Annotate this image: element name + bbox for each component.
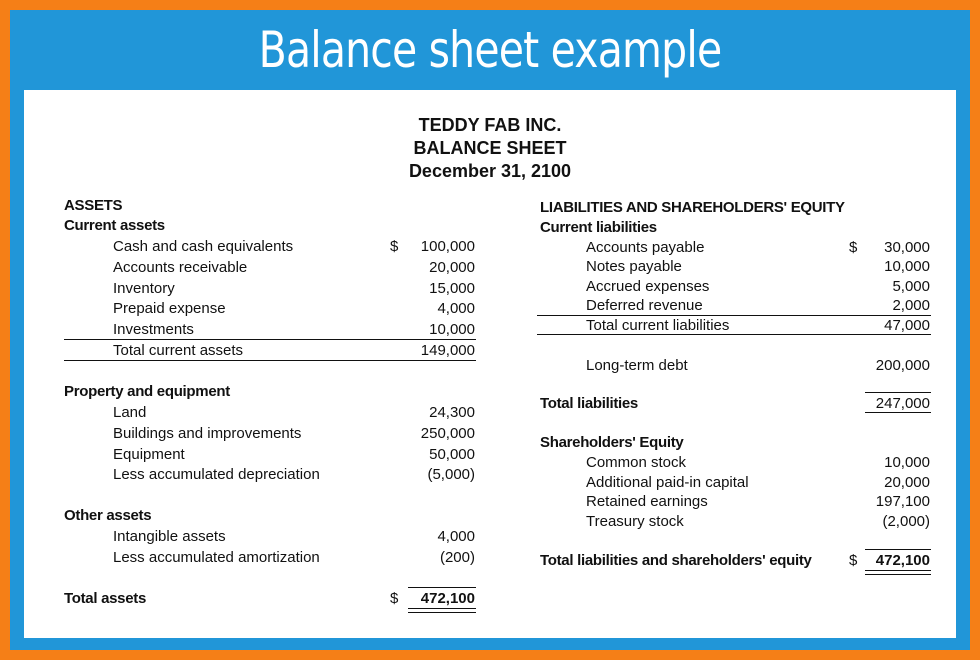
liability-label: Accounts payable [586, 239, 705, 256]
subtotal-rule [537, 334, 931, 335]
total-current-assets-value: 149,000 [420, 342, 475, 359]
double-underline [408, 608, 476, 613]
asset-label: Buildings and improvements [113, 425, 302, 442]
company-name: TEDDY FAB INC. [418, 115, 562, 135]
total-assets-value: 472,100 [420, 590, 475, 607]
grand-total-label: Total liabilities and shareholders' equity [540, 552, 812, 569]
subtotal-rule [537, 315, 931, 316]
total-current-assets-label: Total current assets [113, 342, 244, 359]
equity-value: 10,000 [884, 454, 930, 471]
asset-value: 10,000 [429, 321, 475, 338]
statement-title: BALANCE SHEET [413, 138, 567, 158]
current-assets-heading: Current assets [64, 217, 165, 234]
liabilities-heading: LIABILITIES AND SHAREHOLDERS' EQUITY [540, 199, 845, 216]
asset-value: (200) [439, 549, 475, 566]
asset-label: Cash and cash equivalents [113, 238, 294, 255]
property-heading: Property and equipment [64, 383, 230, 400]
total-rule [865, 412, 931, 413]
statement-date: December 31, 2100 [408, 161, 572, 181]
assets-heading: ASSETS [64, 197, 123, 214]
asset-label: Accounts receivable [113, 259, 248, 276]
asset-label: Less accumulated amortization [113, 549, 320, 566]
asset-value: 4,000 [437, 300, 475, 317]
asset-label: Less accumulated depreciation [113, 466, 320, 483]
double-underline [865, 570, 931, 575]
equity-label: Treasury stock [586, 513, 684, 530]
asset-label: Investments [113, 321, 194, 338]
equity-label: Additional paid-in capital [586, 474, 749, 491]
liability-value: 30,000 [884, 239, 930, 256]
subtotal-rule [64, 360, 476, 361]
liability-label: Deferred revenue [586, 297, 703, 314]
subtotal-rule [64, 339, 476, 340]
asset-label: Intangible assets [113, 528, 226, 545]
total-liabilities-value: 247,000 [875, 395, 930, 412]
liability-value: 5,000 [892, 278, 930, 295]
long-term-debt-label: Long-term debt [586, 357, 688, 374]
equity-label: Common stock [586, 454, 687, 471]
total-current-liabilities-value: 47,000 [884, 317, 930, 334]
currency-symbol: $ [849, 239, 858, 256]
currency-symbol: $ [849, 552, 858, 569]
total-rule [865, 392, 931, 393]
asset-value: 50,000 [429, 446, 475, 463]
currency-symbol: $ [390, 590, 399, 607]
equity-label: Retained earnings [586, 493, 708, 510]
asset-label: Equipment [113, 446, 185, 463]
other-assets-heading: Other assets [64, 507, 152, 524]
total-liabilities-label: Total liabilities [540, 395, 638, 412]
asset-value: (5,000) [427, 466, 475, 483]
asset-value: 250,000 [420, 425, 475, 442]
long-term-debt-value: 200,000 [875, 357, 930, 374]
asset-label: Prepaid expense [113, 300, 226, 317]
liability-label: Notes payable [586, 258, 682, 275]
liability-value: 2,000 [892, 297, 930, 314]
equity-value: 20,000 [884, 474, 930, 491]
banner-frame [10, 10, 970, 650]
current-liabilities-heading: Current liabilities [540, 219, 657, 236]
equity-heading: Shareholders' Equity [540, 434, 684, 451]
asset-value: 100,000 [420, 238, 475, 255]
asset-label: Inventory [113, 280, 175, 297]
banner-title: Balance sheet example [258, 21, 722, 79]
currency-symbol: $ [390, 238, 399, 255]
total-rule [408, 587, 476, 588]
liability-value: 10,000 [884, 258, 930, 275]
asset-value: 15,000 [429, 280, 475, 297]
balance-sheet-document [24, 90, 956, 638]
asset-label: Land [113, 404, 147, 421]
total-current-liabilities-label: Total current liabilities [586, 317, 730, 334]
asset-value: 4,000 [437, 528, 475, 545]
total-assets-label: Total assets [64, 590, 146, 607]
asset-value: 20,000 [429, 259, 475, 276]
equity-value: 197,100 [875, 493, 930, 510]
grand-total-value: 472,100 [875, 552, 930, 569]
liability-label: Accrued expenses [586, 278, 710, 295]
asset-value: 24,300 [429, 404, 475, 421]
total-rule [865, 549, 931, 550]
equity-value: (2,000) [882, 513, 930, 530]
